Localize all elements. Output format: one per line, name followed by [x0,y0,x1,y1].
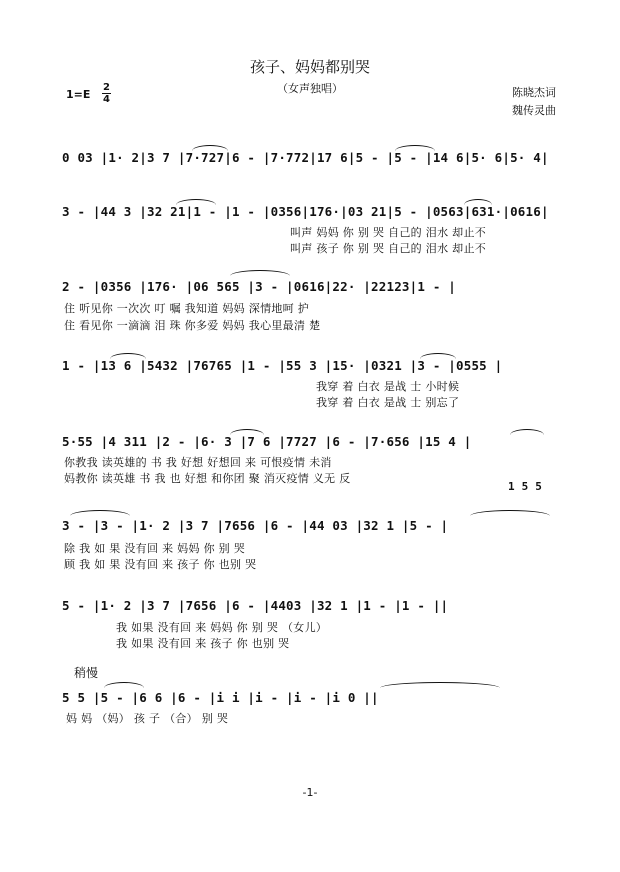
lyric-row-3a: 住 听见你 一次次 叮 嘱 我知道 妈妈 深情地呵 护 [64,302,310,315]
tie-slur [510,429,544,435]
lyric-row-3b: 住 看见你 一滴滴 泪 珠 你多爱 妈妈 我心里最清 楚 [64,319,321,332]
song-subtitle: （女声独唱） [277,82,343,95]
tie-slur [176,199,216,205]
tie-slur [395,145,435,151]
lyric-row-5b: 妈教你 读英雄 书 我 也 好想 和你团 聚 消灭疫情 义无 反 [64,472,351,485]
lyric-row-5a: 你教我 读英雄的 书 我 好想 好想回 来 可恨疫情 未消 [64,456,332,469]
tie-slur [464,199,492,205]
tie-slur [230,270,290,276]
lyric-row-4b: 我穿 着 白衣 是战 士 别忘了 [316,396,460,409]
tie-slur [420,353,456,359]
song-title: 孩子、妈妈都别哭 [249,58,370,76]
lyric-row-6a: 除 我 如 果 没有回 来 妈妈 你 别 哭 [64,542,246,555]
tie-slur [380,682,500,688]
tie-slur [470,510,550,516]
page-number: -1- [302,786,318,799]
notation-row-7: 5 - |1· 2 |3 7 |7656 |6 - |4403 |32 1 |1 - |1 - || [62,598,449,613]
lyric-row-8: 妈 妈 （妈） 孩 子 （合） 别 哭 [66,712,229,725]
tie-slur [70,510,130,516]
notation-row-2: 3 - |44 3 |32 21|1 - |1 - |0356|176·|03 21|5 - |0563|631·|0616| [62,204,549,219]
tie-slur [192,145,228,151]
notation-row-6: 3 - |3 - |1· 2 |3 7 |7656 |6 - |44 03 |32 1 |5 - | [62,518,449,533]
composer-credit: 魏传灵曲 [512,104,556,117]
notation-row-8: 5 5 |5 - |6 6 |6 - |i i |i - |i - |i 0 || [62,690,379,705]
alternate-notes: 1 5 5 [508,480,543,493]
lyricist-credit: 陈晓杰词 [512,86,556,99]
meter-top: 2 [103,82,110,93]
tie-slur [104,682,144,688]
notation-row-3: 2 - |0356 |176· |06 565 |3 - |0616|22· |22123|1 - | [62,279,457,294]
tie-slur [110,353,146,359]
key-signature: 1=E [66,88,91,101]
meter-bottom: 4 [103,94,110,105]
notation-row-1: 0 03 |1· 2|3 7 |7·727|6 - |7·772|17 6|5 - |5 - |14 6|5· 6|5· 4| [62,150,549,165]
notation-row-4: 1 - |13 6 |5432 |76765 |1 - |55 3 |15· |0321 |3 - |0555 | [62,358,503,373]
notation-row-5: 5·55 |4 311 |2 - |6· 3 |7 6 |7727 |6 - |7·656 |15 4 | [62,434,472,449]
lyric-row-7a: 我 如果 没有回 来 妈妈 你 别 哭 （女儿） [116,621,328,634]
time-signature [102,82,111,105]
lyric-row-2b: 叫声 孩子 你 别 哭 自己的 泪水 却止不 [290,242,487,255]
tie-slur [230,429,264,435]
tempo-marking: 稍慢 [74,666,99,680]
lyric-row-7b: 我 如果 没有回 来 孩子 你 也别 哭 [116,637,290,650]
lyric-row-2a: 叫声 妈妈 你 别 哭 自己的 泪水 却止不 [290,226,487,239]
lyric-row-6b: 顾 我 如 果 没有回 来 孩子 你 也别 哭 [64,558,257,571]
lyric-row-4a: 我穿 着 白衣 是战 士 小时候 [316,380,460,393]
